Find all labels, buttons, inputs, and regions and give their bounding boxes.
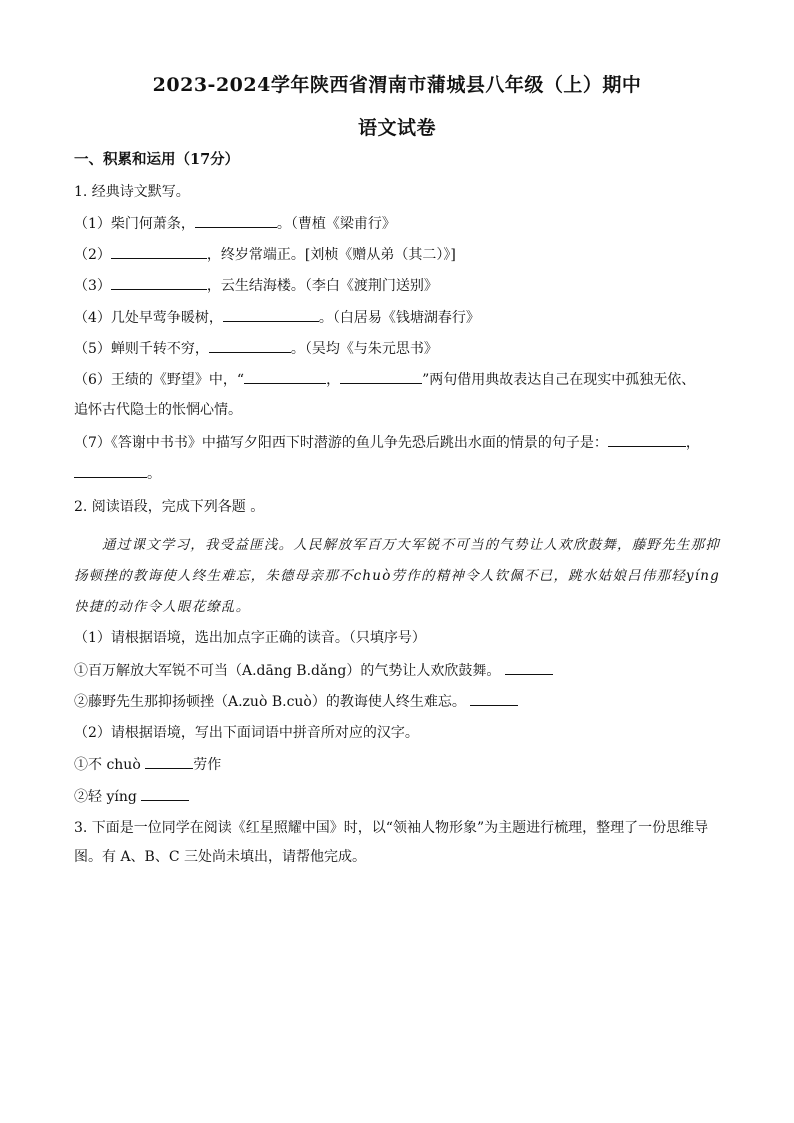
question-1-stem: 1. 经典诗文默写。	[74, 184, 190, 200]
answer-blank[interactable]	[111, 275, 207, 290]
exam-title: 2023-2024学年陕西省渭南市蒲城县八年级（上）期中	[152, 74, 642, 96]
reading-passage: 通过课文学习，我受益匪浅。人民解放军百万大军锐不可当的气势让人欢欣鼓舞，藤野先生那抑扬顿挫的教诲使人终生难忘，朱德母亲那不chuò劳作的精神令人钦佩不已，跳水姑娘吕伟那轻yíng快捷的动作令人眼花缭乱。	[74, 537, 720, 615]
answer-blank[interactable]	[505, 660, 553, 675]
answer-blank[interactable]	[470, 691, 518, 706]
q2-sub-2: （2）请根据语境，写出下面词语中拼音所对应的汉字。	[74, 725, 419, 741]
answer-blank[interactable]	[145, 754, 193, 769]
q1-item-4: （4）几处早莺争暖树， 。（白居易《钱塘湖春行》	[74, 307, 480, 328]
q2-sub-2-a: ①不 chuò 劳作	[74, 754, 221, 775]
answer-blank[interactable]	[209, 338, 291, 353]
answer-blank[interactable]	[195, 213, 277, 228]
answer-blank[interactable]	[141, 786, 189, 801]
answer-blank[interactable]	[340, 369, 422, 384]
q2-sub-1-a: ①百万解放大军锐不可当（A.dāng B.dǎng）的气势让人欢欣鼓舞。	[74, 660, 553, 681]
q1-item-6: （6）王绩的《野望》中，“ ， ”两句借用典故表达自己在现实中孤独无依、	[74, 369, 695, 390]
question-3-line-2: 图。有 A、B、C 三处尚未填出，请帮他完成。	[74, 849, 367, 865]
q1-item-7-cont: 。	[74, 463, 161, 484]
q1-item-6-cont: 追怀古代隐士的怅惘心情。	[74, 402, 242, 418]
answer-blank[interactable]	[608, 432, 686, 447]
question-2-stem: 2. 阅读语段，完成下列各题 。	[74, 499, 265, 515]
q1-item-1: （1）柴门何萧条， 。（曹植《梁甫行》	[74, 213, 396, 234]
q1-item-3: （3） ，云生结海楼。（李白《渡荆门送别》	[74, 275, 438, 296]
section-heading: 一、积累和运用（17分）	[74, 151, 240, 168]
q1-item-2: （2） ，终岁常端正。[刘桢《赠从弟（其二）》]	[74, 244, 456, 265]
answer-blank[interactable]	[111, 244, 207, 259]
q2-sub-2-b: ②轻 yíng	[74, 786, 189, 807]
answer-blank[interactable]	[223, 307, 319, 322]
q1-item-5: （5）蝉则千转不穷， 。（吴均《与朱元思书》	[74, 338, 438, 359]
answer-blank[interactable]	[244, 369, 326, 384]
answer-blank[interactable]	[74, 463, 147, 478]
q2-sub-1: （1）请根据语境，选出加点字正确的读音。（只填序号）	[74, 630, 426, 646]
exam-subtitle: 语文试卷	[357, 117, 436, 139]
q2-sub-1-b: ②藤野先生那抑扬顿挫（A.zuò B.cuò）的教诲使人终生难忘。	[74, 691, 518, 712]
q1-item-7: （7）《答谢中书书》中描写夕阳西下时潜游的鱼儿争先恐后跳出水面的情景的句子是： ，	[74, 432, 700, 453]
question-3-line-1: 3. 下面是一位同学在阅读《红星照耀中国》时，以“领袖人物形象”为主题进行梳理，整理了一份思维导	[74, 820, 709, 836]
